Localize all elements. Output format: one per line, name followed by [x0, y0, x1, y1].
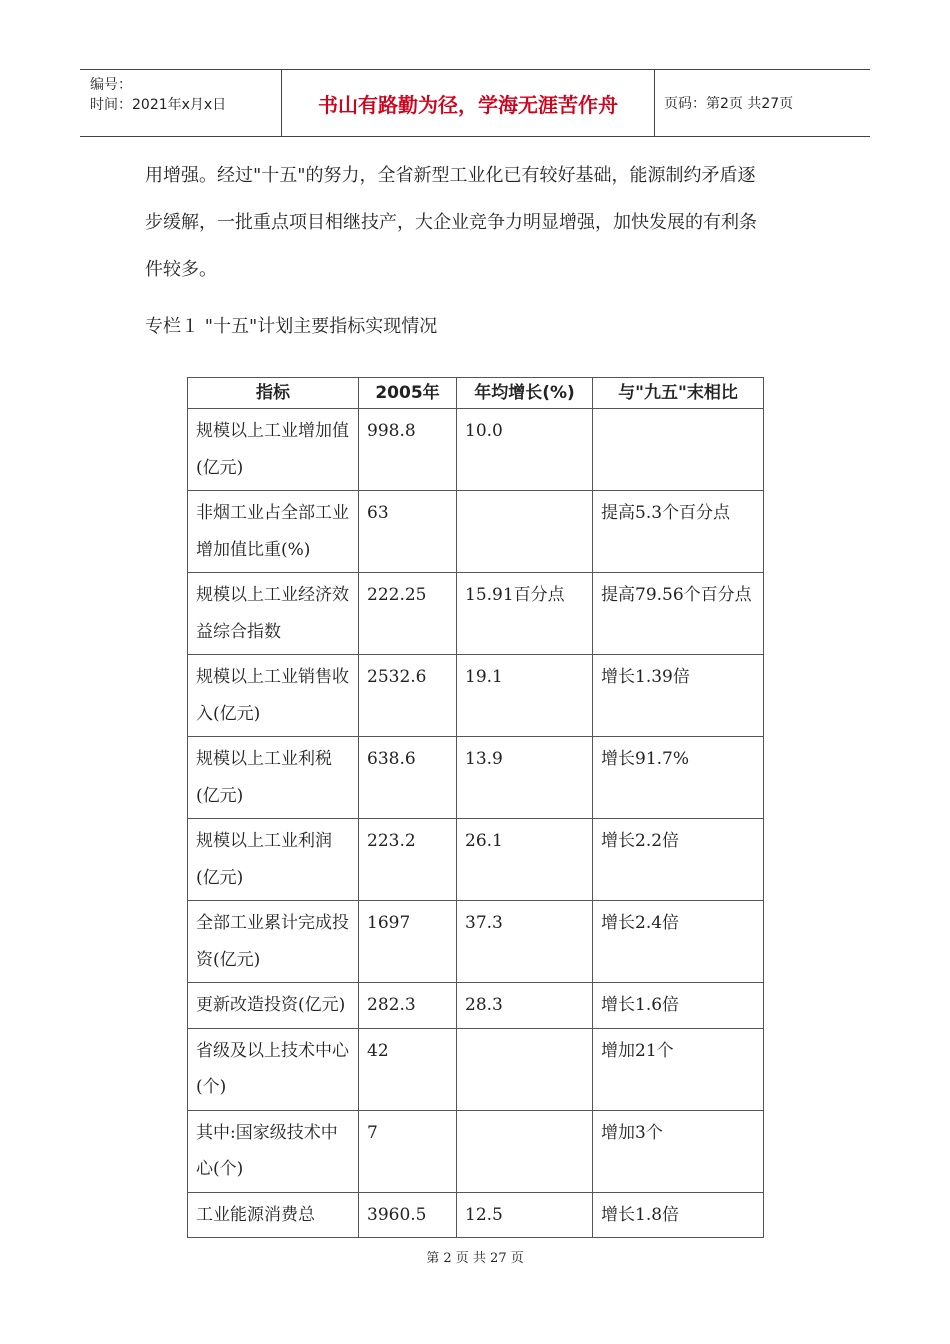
- growth-cell: 12.5: [457, 1192, 593, 1238]
- paragraph-line: 件较多。: [145, 259, 217, 280]
- table-row: [188, 1192, 764, 1238]
- indicator-cell: 规模以上工业经济效益综合指数: [188, 573, 359, 655]
- growth-cell: 28.3: [457, 983, 593, 1029]
- compare-cell: [593, 409, 764, 491]
- indicator-cell: 非烟工业占全部工业增加值比重(%): [188, 491, 359, 573]
- indicators-table: [187, 377, 764, 1238]
- column-header-2005: 2005年: [359, 378, 457, 409]
- value-2005-cell: 1697: [359, 901, 457, 983]
- compare-cell: 增长2.4倍: [593, 901, 764, 983]
- value-2005-cell: 282.3: [359, 983, 457, 1029]
- value-2005-cell: 638.6: [359, 737, 457, 819]
- compare-cell: 增长2.2倍: [593, 819, 764, 901]
- indicator-cell: 规模以上工业利润(亿元): [188, 819, 359, 901]
- indicator-cell: 省级及以上技术中心(个): [188, 1028, 359, 1110]
- table-caption: 专栏１ "十五"计划主要指标实现情况: [145, 316, 438, 337]
- compare-cell: 增加21个: [593, 1028, 764, 1110]
- table-row: [188, 409, 764, 491]
- paragraph-line: 用增强。经过"十五"的努力，全省新型工业化已有较好基础，能源制约矛盾逐: [145, 165, 756, 186]
- column-header-compare: 与"九五"末相比: [593, 378, 764, 409]
- indicator-cell: 全部工业累计完成投资(亿元): [188, 901, 359, 983]
- growth-cell: 37.3: [457, 901, 593, 983]
- indicator-cell: 规模以上工业利税(亿元): [188, 737, 359, 819]
- table-row: [188, 1110, 764, 1192]
- table-row: [188, 491, 764, 573]
- table-row: [188, 737, 764, 819]
- page-header: [80, 69, 870, 137]
- compare-cell: 增长1.8倍: [593, 1192, 764, 1238]
- value-2005-cell: 3960.5: [359, 1192, 457, 1238]
- compare-cell: 增加3个: [593, 1110, 764, 1192]
- compare-cell: 增长91.7%: [593, 737, 764, 819]
- header-page-info: 页码：第2页 共27页: [664, 96, 794, 112]
- table-row: [188, 655, 764, 737]
- compare-cell: 增长1.39倍: [593, 655, 764, 737]
- table-row: [188, 1028, 764, 1110]
- value-2005-cell: 7: [359, 1110, 457, 1192]
- value-2005-cell: 223.2: [359, 819, 457, 901]
- growth-cell: 19.1: [457, 655, 593, 737]
- compare-cell: 提高79.56个百分点: [593, 573, 764, 655]
- growth-cell: 10.0: [457, 409, 593, 491]
- paragraph-line: 步缓解，一批重点项目相继技产，大企业竞争力明显增强，加快发展的有利条: [145, 212, 757, 233]
- page-footer: 第 2 页 共 27 页: [426, 1251, 524, 1266]
- value-2005-cell: 42: [359, 1028, 457, 1110]
- header-motto: 书山有路勤为径，学海无涯苦作舟: [282, 70, 655, 136]
- value-2005-cell: 222.25: [359, 573, 457, 655]
- table-row: [188, 983, 764, 1029]
- table-row: [188, 819, 764, 901]
- indicator-cell: 其中:国家级技术中心(个): [188, 1110, 359, 1192]
- doc-number-label: 编号：: [90, 77, 132, 93]
- column-header-indicator: 指标: [188, 378, 359, 409]
- header-meta: [80, 70, 282, 136]
- indicator-cell: 更新改造投资(亿元): [188, 983, 359, 1029]
- doc-date: 时间：2021年x月x日: [90, 97, 227, 113]
- indicator-cell: 规模以上工业销售收入(亿元): [188, 655, 359, 737]
- indicator-cell: 工业能源消费总: [188, 1192, 359, 1238]
- indicator-cell: 规模以上工业增加值(亿元): [188, 409, 359, 491]
- compare-cell: 提高5.3个百分点: [593, 491, 764, 573]
- table-row: [188, 573, 764, 655]
- body-paragraph: [145, 152, 815, 293]
- compare-cell: 增长1.6倍: [593, 983, 764, 1029]
- growth-cell: 15.91百分点: [457, 573, 593, 655]
- table-header-row: [188, 378, 764, 409]
- value-2005-cell: 63: [359, 491, 457, 573]
- growth-cell: 26.1: [457, 819, 593, 901]
- growth-cell: 13.9: [457, 737, 593, 819]
- growth-cell: [457, 1028, 593, 1110]
- value-2005-cell: 998.8: [359, 409, 457, 491]
- growth-cell: [457, 491, 593, 573]
- table-row: [188, 901, 764, 983]
- growth-cell: [457, 1110, 593, 1192]
- column-header-growth: 年均增长(%): [457, 378, 593, 409]
- value-2005-cell: 2532.6: [359, 655, 457, 737]
